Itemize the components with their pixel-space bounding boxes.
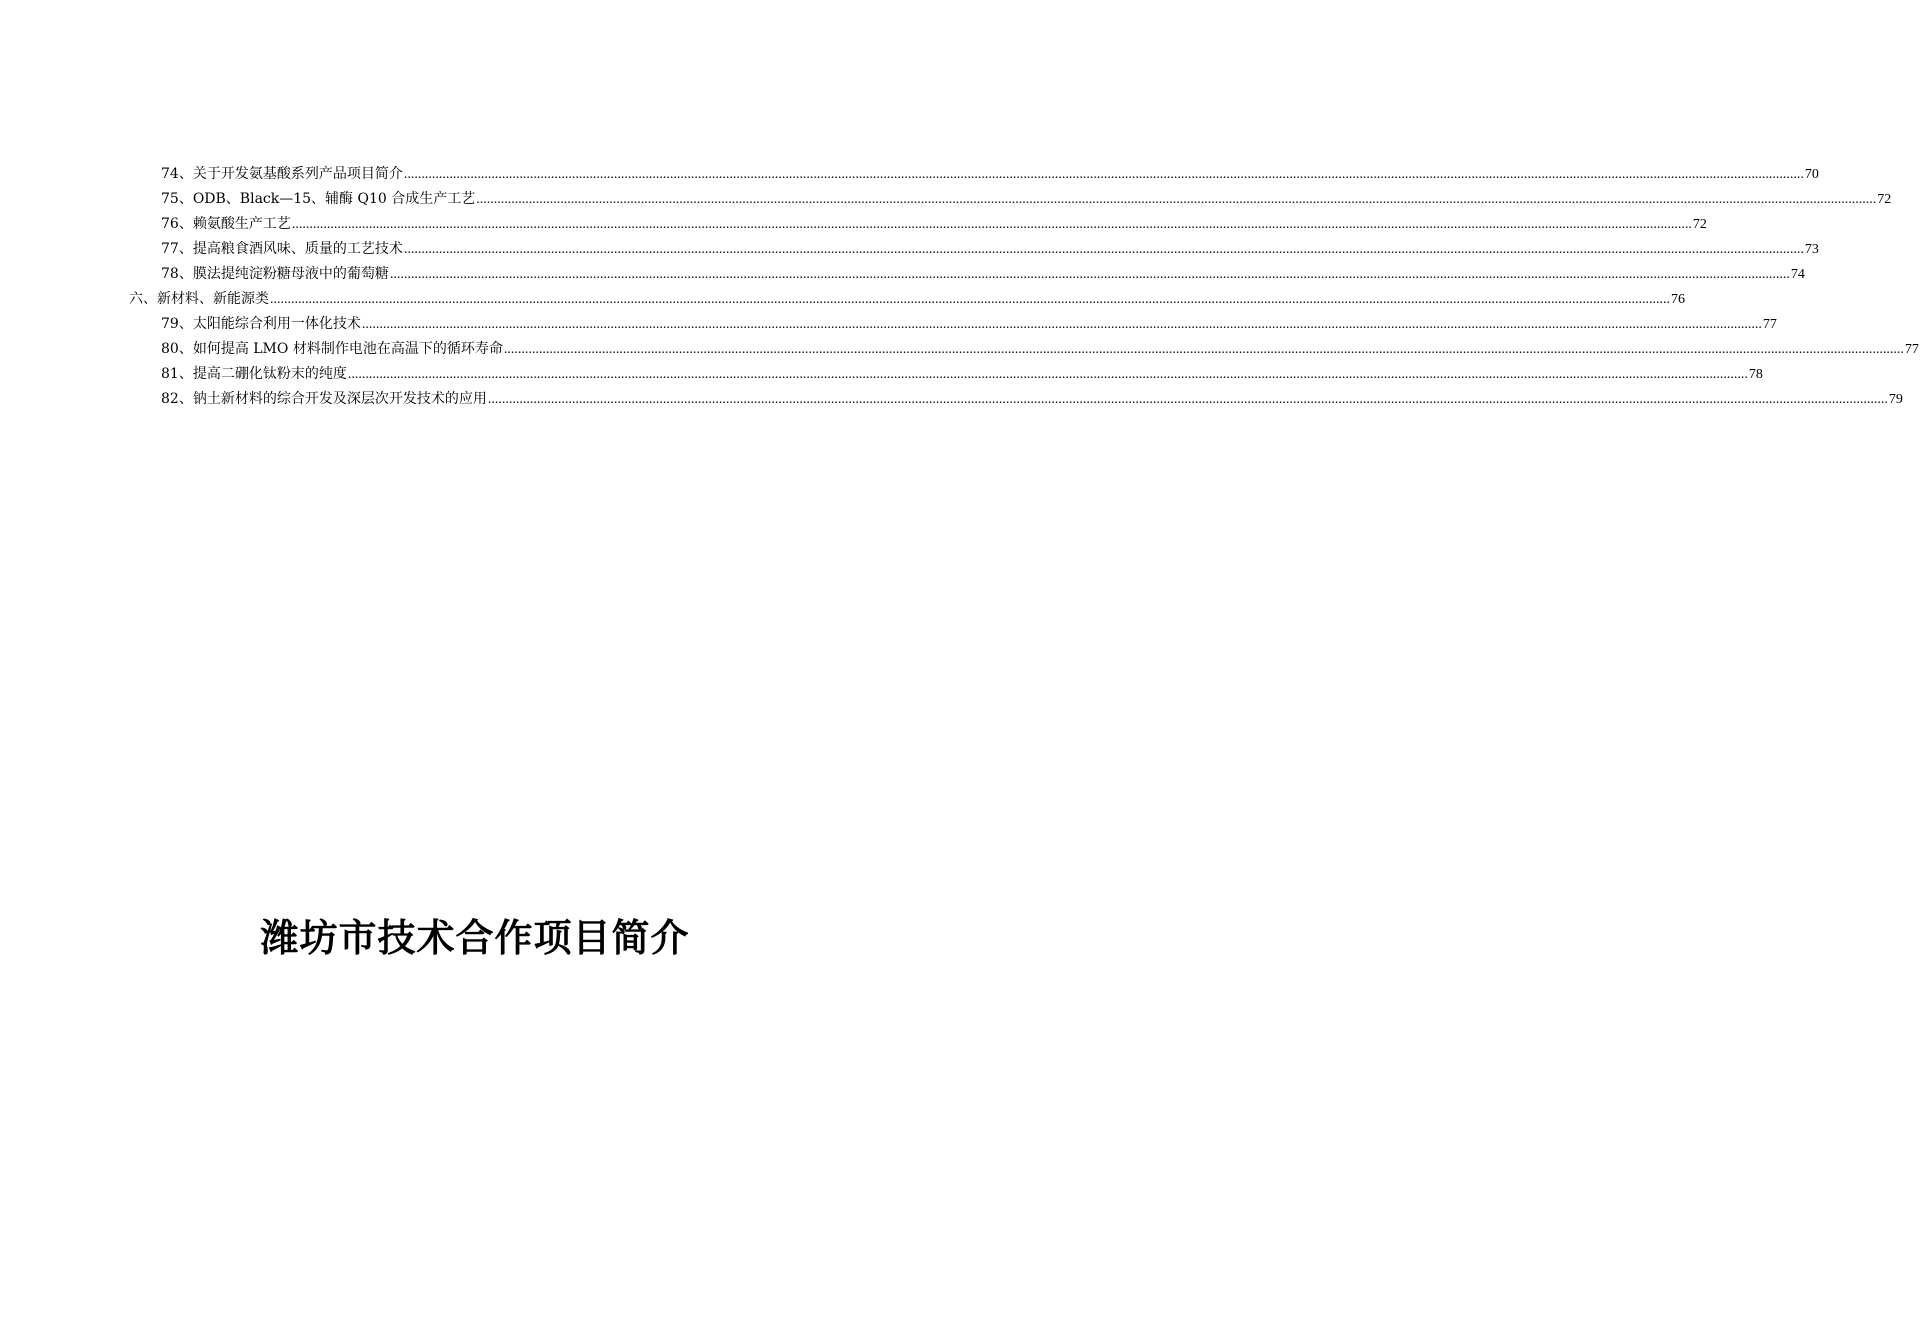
toc-entry-label: 74、关于开发氨基酸系列产品项目简介 [161, 166, 403, 182]
toc-entry-page: 70 [1804, 167, 1819, 182]
toc-entry-77[interactable] [0, 237, 1819, 262]
toc-entry-80[interactable] [0, 337, 1919, 362]
dot-leader: ................................................................................................................................................................................................................................................................................................................................................................................................................ [403, 167, 1804, 182]
dot-leader: ................................................................................................................................................................................................................................................................................................................................................................................................................ [487, 392, 1888, 407]
table-of-contents [0, 162, 1919, 412]
toc-entry-82[interactable] [0, 387, 1903, 412]
toc-entry-page: 73 [1804, 242, 1819, 257]
toc-entry-page: 77 [1762, 317, 1777, 332]
toc-entry-81[interactable] [0, 362, 1763, 387]
toc-entry-label: 82、钠土新材料的综合开发及深层次开发技术的应用 [161, 391, 487, 407]
toc-entry-page: 72 [1877, 192, 1892, 207]
toc-entry-label: 75、ODB、Black—15、辅酶 Q10 合成生产工艺 [161, 191, 476, 207]
dot-leader: ................................................................................................................................................................................................................................................................................................................................................................................................................ [403, 242, 1804, 257]
dot-leader: ................................................................................................................................................................................................................................................................................................................................................................................................................ [361, 317, 1762, 332]
toc-entry-label: 80、如何提高 LMO 材料制作电池在高温下的循环寿命 [161, 341, 503, 357]
dot-leader: ................................................................................................................................................................................................................................................................................................................................................................................................................ [503, 342, 1904, 357]
toc-entry-page: 78 [1748, 367, 1763, 382]
toc-entry-page: 74 [1790, 267, 1805, 282]
dot-leader: ................................................................................................................................................................................................................................................................................................................................................................................................................ [270, 292, 1670, 307]
toc-entry-76[interactable] [0, 212, 1707, 237]
toc-entry-page: 72 [1692, 217, 1707, 232]
toc-entry-page: 77 [1904, 342, 1919, 357]
dot-leader: ................................................................................................................................................................................................................................................................................................................................................................................................................ [347, 367, 1748, 382]
toc-entry-label: 81、提高二硼化钛粉末的纯度 [161, 366, 347, 382]
toc-entry-label: 77、提高粮食酒风味、质量的工艺技术 [161, 241, 403, 257]
toc-entry-78[interactable] [0, 262, 1805, 287]
toc-entry-74[interactable] [0, 162, 1819, 187]
toc-entry-label: 78、膜法提纯淀粉糖母液中的葡萄糖 [161, 266, 389, 282]
dot-leader: ................................................................................................................................................................................................................................................................................................................................................................................................................ [291, 217, 1692, 232]
toc-entry-75[interactable] [0, 187, 1892, 212]
dot-leader: ................................................................................................................................................................................................................................................................................................................................................................................................................ [476, 192, 1877, 207]
toc-entry-page: 79 [1888, 392, 1903, 407]
toc-entry-79[interactable] [0, 312, 1777, 337]
toc-entry-page: 76 [1671, 292, 1685, 307]
toc-entry-label: 六、新材料、新能源类 [129, 291, 269, 307]
toc-entry-label: 76、赖氨酸生产工艺 [161, 216, 291, 232]
toc-entry-label: 79、太阳能综合利用一体化技术 [161, 316, 361, 332]
document-title: 潍坊市技术合作项目简介 [260, 916, 690, 960]
dot-leader: ................................................................................................................................................................................................................................................................................................................................................................................................................ [389, 267, 1790, 282]
toc-section-new-materials[interactable] [0, 287, 1685, 312]
